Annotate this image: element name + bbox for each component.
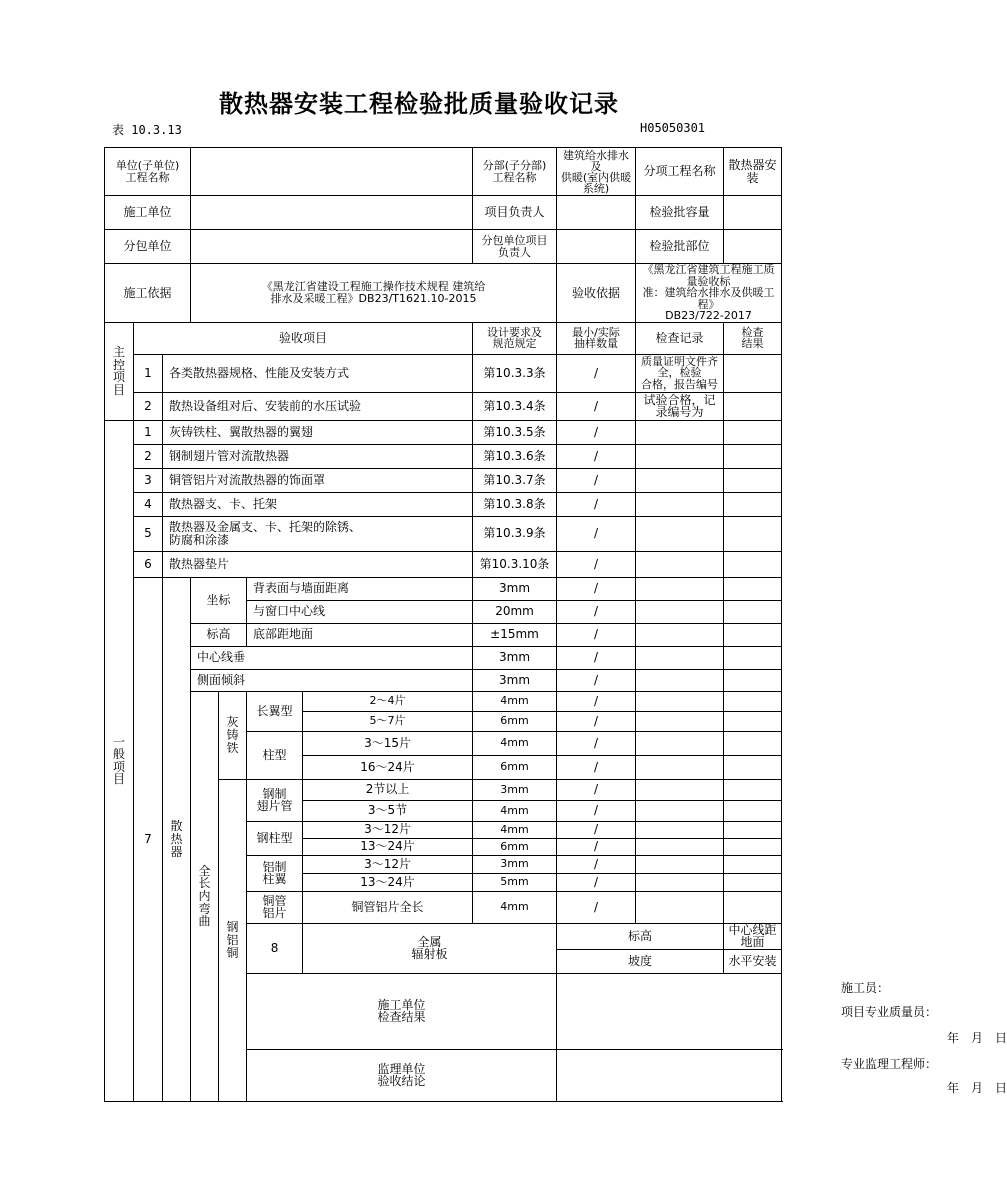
item7-side-tilt: 侧面倾斜 — [191, 669, 473, 691]
main-item-1-sample: / — [557, 354, 636, 392]
item7-back-wall-sample: / — [557, 577, 636, 600]
sub-pm-value[interactable] — [557, 230, 636, 264]
item7-window-sample: / — [557, 600, 636, 623]
item7-ac2-sample: / — [557, 873, 636, 891]
item7-r12-record[interactable] — [636, 821, 724, 838]
general-item-4-record[interactable] — [636, 492, 724, 516]
general-item-4-clause: 第10.3.8条 — [473, 492, 557, 516]
main-control-label: 主 控 项 目 — [105, 322, 134, 420]
main-item-1-clause: 第10.3.3条 — [473, 354, 557, 392]
batch-capacity-label: 检验批容量 — [636, 196, 724, 230]
item7-r1-result[interactable] — [724, 577, 782, 600]
item7-lw1: 2～4片 — [303, 691, 473, 711]
item7-sc1-sample: / — [557, 821, 636, 838]
item7-r6-record[interactable] — [636, 691, 724, 711]
item7-r10-result[interactable] — [724, 779, 782, 800]
quality-officer-label: 项目专业质量员： — [841, 1004, 938, 1019]
main-item-2-no: 2 — [134, 392, 163, 420]
general-item-4-sample: / — [557, 492, 636, 516]
item7-floor-val: ±15mm — [473, 623, 557, 646]
general-item-4-result[interactable] — [724, 492, 782, 516]
item7-lw2-sample: / — [557, 711, 636, 731]
table-row — [105, 354, 782, 392]
item7-c1-sample: / — [557, 731, 636, 755]
item7-r8-record[interactable] — [636, 731, 724, 755]
item7-ac2: 13～24片 — [303, 873, 473, 891]
item7-r3-record[interactable] — [636, 623, 724, 646]
basis-value: 《黑龙江省建设工程施工操作技术规程 建筑给 排水及采暖工程》DB23/T1621.10-2015 — [191, 264, 557, 323]
item7-ac1: 3～12片 — [303, 855, 473, 873]
general-item-1-clause: 第10.3.5条 — [473, 420, 557, 444]
batch-capacity-value[interactable] — [724, 196, 782, 230]
item7-cu-al-sample: / — [557, 891, 636, 923]
item8-no: 8 — [247, 923, 303, 973]
item7-ac1-sample: / — [557, 855, 636, 873]
general-item-2-record[interactable] — [636, 444, 724, 468]
item7-sf2-val: 4mm — [473, 800, 557, 821]
item7-r8-result[interactable] — [724, 731, 782, 755]
subitem-label: 分项工程名称 — [636, 148, 724, 196]
main-item-2-result[interactable] — [724, 392, 782, 420]
item7-r11-record[interactable] — [636, 800, 724, 821]
supervisor-label: 专业监理工程师： — [841, 1056, 938, 1071]
item7-sf1-val: 3mm — [473, 779, 557, 800]
main-item-2-clause: 第10.3.4条 — [473, 392, 557, 420]
table-number: 表 10.3.13 — [112, 123, 182, 137]
general-item-3-name: 铜管铝片对流散热器的饰面罩 — [163, 468, 473, 492]
main-item-1-result[interactable] — [724, 354, 782, 392]
general-item-6-name: 散热器垫片 — [163, 551, 473, 577]
item7-steel-al-cu-label: 钢 铝 铜 — [219, 779, 247, 1101]
item7-r4-record[interactable] — [636, 646, 724, 669]
item7-sc1: 3～12片 — [303, 821, 473, 838]
item7-r10-record[interactable] — [636, 779, 724, 800]
item7-r4-result[interactable] — [724, 646, 782, 669]
table-row — [105, 444, 782, 468]
item7-cu-al-val: 4mm — [473, 891, 557, 923]
item7-c2: 16～24片 — [303, 755, 473, 779]
item7-c2-sample: / — [557, 755, 636, 779]
general-item-1-name: 灰铸铁柱、翼散热器的翼翅 — [163, 420, 473, 444]
general-item-1-result[interactable] — [724, 420, 782, 444]
item7-r15-record[interactable] — [636, 873, 724, 891]
item7-sf2: 3～5节 — [303, 800, 473, 821]
unit-name-label: 单位(子单位) 工程名称 — [105, 148, 191, 196]
table-row — [105, 516, 782, 551]
general-items-label: 一 般 项 目 — [105, 420, 134, 1101]
item7-r12-result[interactable] — [724, 821, 782, 838]
main-item-2-record: 试验合格，记录编号为 — [636, 392, 724, 420]
item7-c1-val: 4mm — [473, 731, 557, 755]
item8-slope: 坡度 — [557, 949, 724, 973]
main-item-1-record: 质量证明文件齐全，检验 合格，报告编号 — [636, 354, 724, 392]
general-item-3-no: 3 — [134, 468, 163, 492]
general-item-3-sample: / — [557, 468, 636, 492]
item7-r2-record[interactable] — [636, 600, 724, 623]
date-label: 年 月 日 — [947, 1030, 1007, 1045]
main-item-1-no: 1 — [134, 354, 163, 392]
main-item-2-sample: / — [557, 392, 636, 420]
table-row — [105, 551, 782, 577]
contractor-check-area[interactable] — [557, 973, 1007, 1049]
item7-c2-val: 6mm — [473, 755, 557, 779]
table-row — [105, 623, 782, 646]
item7-r15-result[interactable] — [724, 873, 782, 891]
general-item-2-result[interactable] — [724, 444, 782, 468]
general-item-6-clause: 第10.3.10条 — [473, 551, 557, 577]
item7-window-val: 20mm — [473, 600, 557, 623]
division-value: 建筑给水排水及 供暖(室内供暖 系统) — [557, 148, 636, 196]
item7-lw1-sample: / — [557, 691, 636, 711]
table-row — [105, 468, 782, 492]
sample-header: 最小/实际 抽样数量 — [557, 322, 636, 354]
general-item-3-clause: 第10.3.7条 — [473, 468, 557, 492]
sub-pm-label: 分包单位项目 负责人 — [473, 230, 557, 264]
item7-r9-record[interactable] — [636, 755, 724, 779]
main-item-2-name: 散热设备组对后、安装前的水压试验 — [163, 392, 473, 420]
general-item-1-record[interactable] — [636, 420, 724, 444]
item7-center-vert: 中心线垂 — [191, 646, 473, 669]
division-label: 分部(子分部) 工程名称 — [473, 148, 557, 196]
table-row — [105, 392, 782, 420]
supervisor-conclusion-area[interactable] — [557, 1049, 1007, 1101]
item7-sc2: 13～24片 — [303, 838, 473, 855]
pm-label: 项目负责人 — [473, 196, 557, 230]
item7-sc2-sample: / — [557, 838, 636, 855]
item7-steel-fin: 钢制 翅片管 — [247, 779, 303, 821]
basis-label: 施工依据 — [105, 264, 191, 323]
items-header: 验收项目 — [134, 322, 473, 354]
general-item-6-result[interactable] — [724, 551, 782, 577]
general-item-5-no: 5 — [134, 516, 163, 551]
item7-r16-result[interactable] — [724, 891, 782, 923]
table-row — [105, 691, 782, 711]
item7-cast-iron-label: 灰 铸 铁 — [219, 691, 247, 779]
item8-metal-panel: 全属 辐射板 — [303, 923, 557, 973]
item7-r13-result[interactable] — [724, 838, 782, 855]
table-row — [105, 669, 782, 691]
general-item-5-clause: 第10.3.9条 — [473, 516, 557, 551]
general-item-6-record[interactable] — [636, 551, 724, 577]
item7-r5-result[interactable] — [724, 669, 782, 691]
item7-r6-result[interactable] — [724, 691, 782, 711]
item7-long-wing: 长翼型 — [247, 691, 303, 731]
pm-value[interactable] — [557, 196, 636, 230]
item7-lw2-val: 6mm — [473, 711, 557, 731]
item7-cu-al-full: 铜管铝片全长 — [303, 891, 473, 923]
item7-r5-record[interactable] — [636, 669, 724, 691]
item7-floor-sample: / — [557, 623, 636, 646]
general-item-2-sample: / — [557, 444, 636, 468]
general-item-4-no: 4 — [134, 492, 163, 516]
form-code: H05050301 — [640, 121, 706, 135]
item7-al-col: 铝制 柱翼 — [247, 855, 303, 891]
item7-r14-record[interactable] — [636, 855, 724, 873]
item7-sf2-sample: / — [557, 800, 636, 821]
general-item-2-name: 钢制翅片管对流散热器 — [163, 444, 473, 468]
table-row — [105, 646, 782, 669]
item7-ac1-val: 3mm — [473, 855, 557, 873]
item7-cu-al: 铜管 铝片 — [247, 891, 303, 923]
contractor-value[interactable] — [191, 196, 473, 230]
item7-floor: 底部距地面 — [247, 623, 473, 646]
item7-c1: 3～15片 — [303, 731, 473, 755]
general-item-2-clause: 第10.3.6条 — [473, 444, 557, 468]
item7-column: 柱型 — [247, 731, 303, 779]
batch-location-label: 检验批部位 — [636, 230, 724, 264]
item7-sf1: 2节以上 — [303, 779, 473, 800]
contractor-check-label: 施工单位 检查结果 — [247, 973, 557, 1049]
general-item-1-sample: / — [557, 420, 636, 444]
item8-center-floor: 中心线距地面 — [724, 923, 782, 949]
table-row — [105, 577, 782, 600]
contractor-label: 施工单位 — [105, 196, 191, 230]
worker-label: 施工员： — [841, 980, 890, 995]
item7-center-vert-val: 3mm — [473, 646, 557, 669]
subcontractor-value[interactable] — [191, 230, 473, 264]
item7-r16-record[interactable] — [636, 891, 724, 923]
item7-steel-col: 钢柱型 — [247, 821, 303, 855]
general-item-4-name: 散热器支、卡、托架 — [163, 492, 473, 516]
table-row — [105, 420, 782, 444]
item7-no: 7 — [134, 577, 163, 1101]
item8-horizontal: 水平安装 — [724, 949, 782, 973]
general-item-2-no: 2 — [134, 444, 163, 468]
acceptance-form-table — [104, 147, 1007, 1102]
item7-coord-label: 坐标 — [191, 577, 247, 623]
item7-r14-result[interactable] — [724, 855, 782, 873]
item7-radiator-label: 散 热 器 — [163, 577, 191, 1101]
item7-center-vert-sample: / — [557, 646, 636, 669]
result-header: 检查 结果 — [724, 322, 782, 354]
page-title: 散热器安装工程检验批质量验收记录 — [219, 90, 619, 118]
table-row — [105, 492, 782, 516]
general-item-3-record[interactable] — [636, 468, 724, 492]
unit-name-value[interactable] — [191, 148, 473, 196]
general-item-5-record[interactable] — [636, 516, 724, 551]
date2-label: 年 月 日 — [947, 1080, 1007, 1095]
item7-r7-record[interactable] — [636, 711, 724, 731]
item7-lw1-val: 4mm — [473, 691, 557, 711]
item7-lw2: 5～7片 — [303, 711, 473, 731]
general-item-5-sample: / — [557, 516, 636, 551]
item7-r13-record[interactable] — [636, 838, 724, 855]
item7-full-length-label: 全 长 内 弯 曲 — [191, 691, 219, 1101]
item8-elevation: 标高 — [557, 923, 724, 949]
subcontractor-label: 分包单位 — [105, 230, 191, 264]
item7-r7-result[interactable] — [724, 711, 782, 731]
general-item-6-sample: / — [557, 551, 636, 577]
batch-location-value[interactable] — [724, 230, 782, 264]
general-item-6-no: 6 — [134, 551, 163, 577]
item7-window: 与窗口中心线 — [247, 600, 473, 623]
subitem-value: 散热器安装 — [724, 148, 782, 196]
item7-r3-result[interactable] — [724, 623, 782, 646]
item7-sf1-sample: / — [557, 779, 636, 800]
item7-ac2-val: 5mm — [473, 873, 557, 891]
item7-side-tilt-val: 3mm — [473, 669, 557, 691]
item7-sc2-val: 6mm — [473, 838, 557, 855]
item7-back-wall-val: 3mm — [473, 577, 557, 600]
item7-r2-result[interactable] — [724, 600, 782, 623]
item7-sc1-val: 4mm — [473, 821, 557, 838]
general-item-5-result[interactable] — [724, 516, 782, 551]
item7-r1-record[interactable] — [636, 577, 724, 600]
general-item-3-result[interactable] — [724, 468, 782, 492]
item7-side-tilt-sample: / — [557, 669, 636, 691]
main-item-1-name: 各类散热器规格、性能及安装方式 — [163, 354, 473, 392]
design-header: 设计要求及 规范规定 — [473, 322, 557, 354]
item7-elevation: 标高 — [191, 623, 247, 646]
accept-basis-value: 《黑龙江省建筑工程施工质量验收标 准：建筑给水排水及供暖工程》 DB23/722-2017 — [636, 264, 782, 323]
item7-back-wall: 背表面与墙面距离 — [247, 577, 473, 600]
general-item-5-name: 散热器及金属支、卡、托架的除锈、 防腐和涂漆 — [163, 516, 473, 551]
item7-r11-result[interactable] — [724, 800, 782, 821]
supervisor-conclusion-label: 监理单位 验收结论 — [247, 1049, 557, 1101]
item7-r9-result[interactable] — [724, 755, 782, 779]
accept-basis-label: 验收依据 — [557, 264, 636, 323]
general-item-1-no: 1 — [134, 420, 163, 444]
record-header: 检查记录 — [636, 322, 724, 354]
